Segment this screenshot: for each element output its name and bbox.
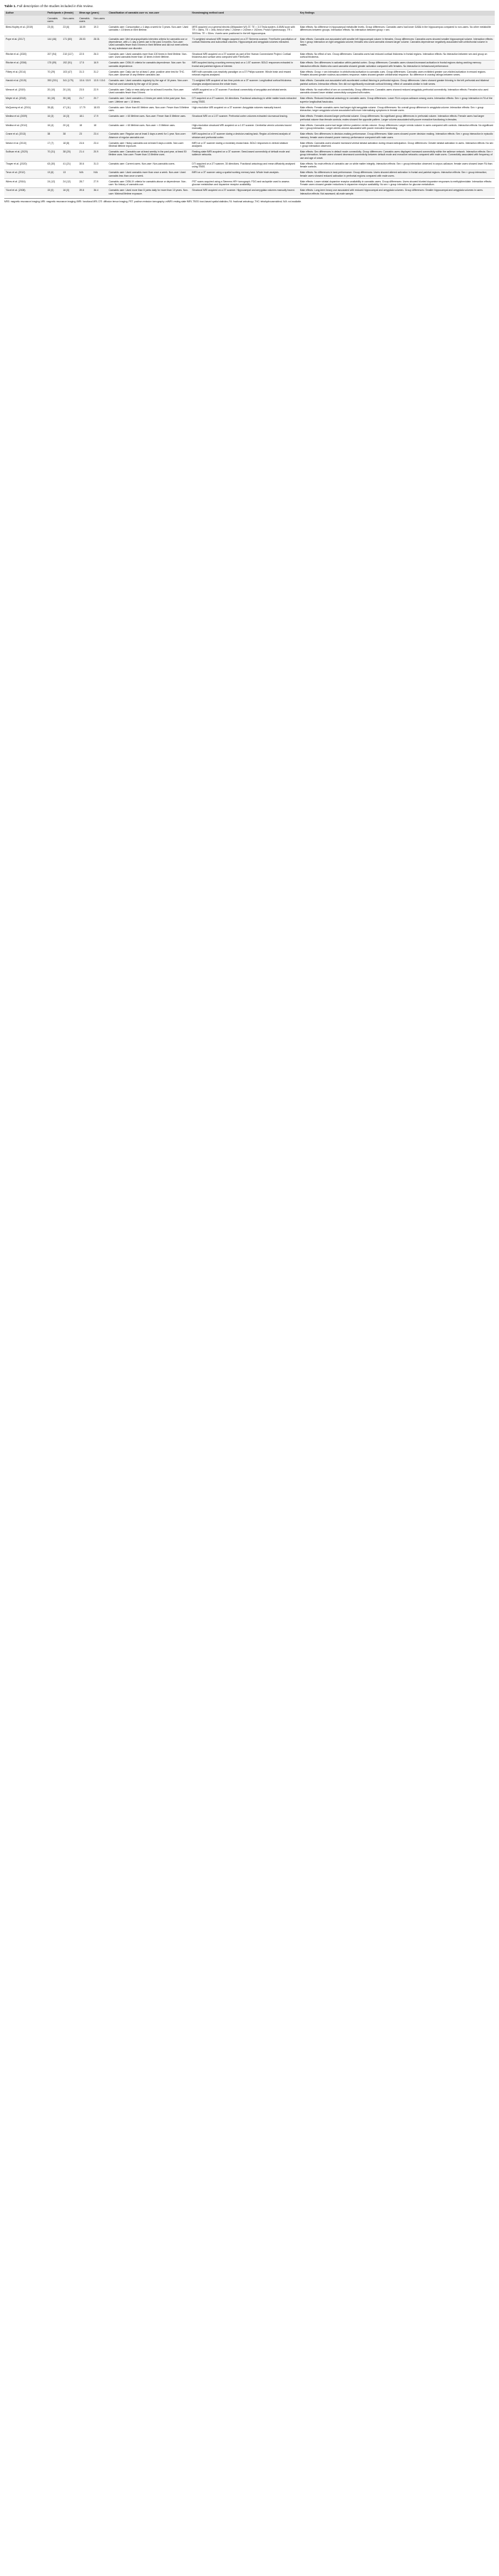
cell-mean-age (78, 161, 107, 170)
cell-age-users: 31.3 (79, 70, 84, 73)
cell-findings: Main effects: Cannabis users had larger inferior posterior vermis volume. Group differences: Larger vermis volume in users compared with controls. Interaction effects: No significant sex × group interaction. Larger vermis volume associated with poorer executive functioning. (299, 123, 493, 130)
cell-age-nonusers: 31.3 (93, 162, 98, 165)
cell-participants-users: 35 (8) (47, 105, 54, 109)
table-row (4, 187, 495, 196)
cell-participants (46, 69, 78, 78)
header-classification: Classification of cannabis user vs. non-user (107, 11, 190, 16)
cell-participants-users: 24 (12) (47, 180, 56, 183)
cell-findings: Main effects: No difference in hippocampal metabolite levels. Group differences: Cannabis users had lower GABA in the hippocampus compared to non-users. No other metabolite differences between groups. Interaction effects: No interaction between group × sex. (299, 25, 491, 32)
cell-participants (46, 78, 78, 86)
cell-participants (46, 179, 78, 187)
cell-classification: Cannabis user: Used cannabis ≥ 4 times per week in the past year. Non-user: Lifetime use < 10 times. (107, 95, 190, 104)
cell-age-users: 18.09 (79, 25, 86, 28)
cell-age-users: 23.5 (79, 88, 84, 91)
cell-method: MRS acquired on a general electric (Milwaukee WI) 3T. TE = 3.0 Tesla system. A 6MM scan with TR = 35ms, TE = 3ms, field of view = 240mm × 240mm × 192mm. Proton Spectroscopy. TR = 3000ms. TE = 30ms. Voxels were positioned in the left hippocampus. (192, 25, 295, 35)
cell-classification: Cannabis user: Regular use at least 3 days a week for 1 year. Non-user: Absence of regular cannabis use. (107, 131, 190, 140)
cell-classification: Cannabis user: > 60 lifetime uses. Non-user: < 5 lifetime uses. (108, 123, 175, 127)
cell-classification: Cannabis user: More than 60 lifetime uses. Non-user: Fewer than 5 lifetime uses. (108, 105, 190, 113)
cell-mean-age (78, 36, 107, 51)
cell-age-nonusers: 36.4 (93, 189, 98, 192)
cell-classification: Cannabis user: Daily or near-daily use for at least 6 months. Non-user: Used cannabis fewer than 5 times. (108, 88, 185, 95)
cell-participants-nonusers: 23 (6) (63, 25, 70, 28)
cell-findings: Main effects: No main effect of sex on connectivity. Group differences: Cannabis users showed reduced amygdala–prefrontal connectivity. Interaction effects: Females who used cannabis showed lower striatal connectivity compared with males. (299, 88, 488, 95)
studies-table (4, 11, 495, 196)
cell-age-nonusers: 18.03 (93, 105, 100, 109)
cell-classification: Cannabis user: DSM-IV criteria for cannabis dependence. Non-user: No cannabis dependence. (107, 61, 190, 69)
table-row (4, 179, 495, 187)
cell-age-users: 30.6 (79, 162, 84, 165)
cell-age-nonusers: 13.5 / 15.6 (93, 79, 106, 83)
cell-classification: Cannabis user: Daily use for at least 1 year; positive urine test for THC. Non-user: Absence of any lifetime cannabis use. (108, 70, 185, 77)
cell-participants (46, 87, 78, 95)
cell-participants-nonusers: 20 (10) (63, 88, 71, 91)
cell-participants (46, 123, 78, 131)
cell-author: Crane et al. (2013) (4, 131, 46, 140)
cell-author: Sullivan et al. (2020) (4, 149, 46, 161)
cell-participants-users: 16 (4) (47, 123, 54, 127)
cell-age-users: 23 (79, 133, 82, 136)
cell-participants (46, 95, 78, 104)
cell-author: Nestor et al. (2010) (6, 141, 27, 145)
cell-method: fMRI on a 3T scanner during a monetary reward task. BOLD responses in ventral striatum analysed. (192, 141, 289, 147)
cell-participants (46, 61, 78, 69)
cell-classification: Cannabis user: Used more than 5 joints daily for more than 10 years. Non-user: Minimal lifetime exposure. (107, 187, 190, 196)
cell-participants-nonusers: 35 (18) (63, 97, 71, 100)
cell-age-nonusers: 23.4 (93, 133, 98, 136)
cell-participants-users: 144 (46) (47, 37, 57, 41)
cell-method: High-resolution MRI acquired on a 3T scanner. Amygdala volumes manually traced. (192, 105, 282, 109)
cell-participants-users: 63 (30) (47, 162, 56, 165)
cell-author: Harold et al. (2019) (4, 78, 46, 86)
cell-age-nonusers: 22.9 (93, 88, 98, 91)
cell-author: McQueeny et al. (2011) (6, 105, 31, 109)
cell-age-nonusers: N/A (93, 171, 98, 175)
table-caption (4, 4, 495, 9)
cell-age-nonusers: 26.3 (93, 52, 98, 56)
table-row (4, 140, 495, 149)
cell-method: Structural MRI acquired on a 3T scanner as part of the Human Connectome Project. Cortical thickness and surface area computed with FreeSurfer. (192, 52, 292, 59)
cell-participants (46, 105, 78, 113)
table-body (4, 24, 495, 196)
cell-classification: Cannabis user: Cannabis use at least weekly in the past year, at least 50 lifetime uses. Non-user: Fewer than 10 lifetime uses. (107, 149, 190, 161)
table-header-row (4, 11, 495, 16)
cell-participants-nonusers: 103 (47) (63, 70, 72, 73)
table-footnote: MRS: magnetic resonance imaging; MRI: magnetic resonance imaging; fMRI: functional MRI; DTI: diffusion tensor imaging; PET: positron emission tomography; rsfMRI: resting-state fMRI; TBSS: tract-based spatial statistics; FA: fractional anisotropy; THC: tetrahydrocannabinol; N/A: not available. (4, 198, 495, 203)
cell-participants-users: 20 (10) (47, 88, 56, 91)
cell-age-users: 28.03 (79, 37, 86, 41)
table-row (4, 69, 495, 78)
cell-age-users: 17.5 (79, 61, 84, 65)
table-subheader-row (4, 16, 495, 24)
cell-mean-age (78, 179, 107, 187)
cell-age-users: 24.6 (79, 141, 84, 145)
subheader-age-nonusers: Non-users (93, 16, 105, 20)
header-method: Neuroimaging method used (190, 11, 298, 16)
cell-participants (46, 161, 78, 170)
cell-method: DTI acquired on a 3T scanner, 30 directions. Fractional anisotropy and mean diffusivity analysed using TBSS. (192, 162, 295, 169)
table-row (4, 161, 495, 170)
cell-participants-users: 23 (5) (47, 25, 54, 28)
cell-participants-users: 17 (7) (47, 141, 54, 145)
header-findings: Key findings (299, 11, 495, 16)
cell-author: Meyer et al. (2018) (4, 95, 46, 104)
cell-age-nonusers: 31.2 (93, 70, 98, 73)
cell-method: fMRI on a 3T scanner using a spatial working memory task. Whole brain analysis. (190, 170, 298, 179)
cell-participants-nonusers: 47 (11) (63, 105, 71, 109)
cell-age-users: 21.7 (79, 97, 84, 100)
cell-participants-nonusers: 20 (4) (63, 123, 70, 127)
cell-classification: Cannabis user: Met neuropsychiatric interview criteria for cannabis use or dependence, with ≥ 1 day a week use in the past 3 months. Non-user: Used cannabis fewer than 5 times in their lifetime and did not meet criteria for any substance use disorder. (107, 36, 190, 51)
cell-age-nonusers: 18 (93, 123, 97, 127)
cell-participants-nonusers: 24 (12) (63, 180, 71, 183)
cell-age-nonusers: 19.3 (93, 25, 98, 28)
cell-age-nonusers: 20.7 (93, 97, 98, 100)
cell-age-nonusers: 28.31 (93, 37, 100, 41)
cell-author: Wiers et al. (2016) (6, 180, 26, 183)
cell-method: PET scans acquired using a Siemens HR+ tomograph. FDG and raclopride used to assess glucose metabolism and dopamine receptor availability. (192, 180, 289, 187)
cell-age-users: 28.7 (79, 180, 84, 183)
cell-participants-users: 13 (6) (47, 171, 54, 175)
cell-participants-nonusers: 41 (21) (63, 162, 71, 165)
cell-participants-nonusers: 38 (20) (63, 150, 71, 154)
cell-mean-age (78, 105, 107, 113)
cell-age-users: 22.5 (79, 52, 84, 56)
cell-mean-age (78, 61, 107, 69)
cell-classification: Cannabis user: > 60 lifetime uses. Non-user: Fewer than 5 lifetime uses. (107, 113, 190, 122)
cell-findings: Main effects: Female cannabis users had larger right amygdala volume. Group differences: No overall group difference in amygdala volume. Interaction effects: Sex × group interaction; larger amygdala volume associated with more internalising symptoms in female users. (299, 105, 484, 113)
subheader-empty (4, 16, 46, 24)
cell-participants (46, 149, 78, 161)
cell-method: fMRI with cannabis cue-reactivity paradigm on a 3T Philips scanner. Whole brain and reward network regions analysed. (192, 70, 292, 77)
cell-findings: Main effects: Group × sex interaction in orbitofrontal activation to cannabis cues. Group differences: Cannabis users exhibited greater cue-elicited activation in reward regions. Females showed greater nucleus accumbens response; males showed greater orbitofrontal response. No difference in craving ratings between sexes. (299, 70, 486, 77)
cell-mean-age (78, 51, 107, 60)
cell-mean-age (78, 24, 107, 36)
cell-author: Medina et al. (2009) (4, 113, 46, 122)
cell-participants-users: 38 (47, 133, 51, 136)
cell-age-users: N/A (79, 171, 83, 175)
cell-participants-nonusers: 192 (91) (63, 61, 72, 65)
cell-findings: Main effects: No main effects of cannabis use on white matter integrity. Interaction effects: Sex × group interaction observed in corpus callosum; female users showed lower FA than female controls. (299, 162, 493, 169)
table-row (4, 131, 495, 140)
cell-author: Thayer et al. (2020) (6, 162, 27, 165)
cell-participants-nonusers: 341 (179) (63, 79, 73, 83)
subheader-participants-users: Cannabis users (47, 16, 58, 23)
cell-mean-age (78, 149, 107, 161)
table-row (4, 123, 495, 131)
cell-mean-age (78, 78, 107, 86)
cell-age-nonusers: 20.9 (93, 150, 98, 154)
cell-classification: Cannabis user: Used cannabis more than once a week. Non-user: Used cannabis less than once a week. (107, 170, 190, 179)
cell-participants-users: 30 (15) (47, 97, 56, 100)
cell-author: Ritchie et al. (2006) (4, 61, 46, 69)
cell-mean-age (78, 131, 107, 140)
table-row (4, 51, 495, 60)
cell-age-nonusers: 16.9 (93, 61, 98, 65)
cell-participants-nonusers: 16 (0) (63, 189, 70, 192)
cell-author: Pope et al. (2017) (4, 36, 46, 51)
cell-findings: Main effects: Sex differences in activation within parietal cortex. Group differences: Cannabis users showed increased activation in frontal regions during working memory. Interaction effects: Males who used cannabis showed greater activation compared with females. No interaction in behavioural performance. (299, 61, 495, 69)
cell-age-users: 13.6 / 15.9 (79, 79, 91, 83)
cell-author: Yücel et al. (2008) (4, 187, 46, 196)
cell-classification: Cannabis user: Current users. Non-user: Non-cannabis users. (108, 162, 175, 165)
cell-findings: Main effects: Cannabis use associated with smaller left hippocampal volume in females. Group differences: Cannabis users showed smaller hippocampal volume. Interaction effects: Sex × group interaction on right amygdala volume; females who used cannabis showed larger volume. Cannabis dependence negatively associated with orbitofrontal volume in males. (299, 36, 495, 51)
table-row (4, 78, 495, 86)
cell-classification: Cannabis user: Consumption ≥ 4 days a week for 3 years. Non-user: Used cannabis < 15 times in their lifetime. (108, 25, 189, 32)
subheader-empty-3 (190, 16, 298, 24)
cell-classification: Cannabis user: DSM-IV criteria for cannabis abuse or dependence. Non-user: No history of cannabis use. (108, 180, 187, 187)
table-row (4, 105, 495, 113)
cell-age-nonusers: 27.9 (93, 180, 98, 183)
cell-participants-users: 393 (201) (47, 79, 58, 83)
cell-participants (46, 51, 78, 60)
cell-method: Structural MRI acquired on a 3T scanner. Hippocampal and amygdala volumes manually traced. (190, 187, 298, 196)
cell-findings: Main effects: Sex differences in decision-making performance. Group differences: Male users showed poorer decision making. Interaction effects: Sex × group interaction in episodic memory; female users showed poorer memory performance compared with male users. (299, 131, 495, 140)
cell-age-users: 21.4 (79, 150, 84, 154)
cell-mean-age (78, 140, 107, 149)
cell-age-users: 39.8 (79, 189, 84, 192)
cell-author: Tervo et al. (2012) (4, 170, 46, 179)
cell-author: Ritchie et al. (2020) (6, 52, 27, 56)
cell-participants (46, 113, 78, 122)
cell-findings: Main effects: Females showed larger prefrontal volume. Group differences: No significant group differences in prefrontal volume. Interaction effects: Female users had larger prefrontal volume than female controls; males showed the opposite pattern. Larger volume associated with poorer executive functioning in females. (299, 113, 495, 122)
cell-method: rsfMRI acquired on a 3T scanner. Functional connectivity of amygdala and striatal seeds computed. (192, 88, 287, 95)
cell-method: T1-weighted structural MRI images acquired on a 3T Siemens scanner. FreeSurfer parcellation of cortical thickness and subcortical volumes. Hippocampal and amygdala volumes extracted. (190, 36, 298, 51)
cell-participants (46, 187, 78, 196)
cell-mean-age (78, 170, 107, 179)
cell-participants-users: 70 (29) (47, 70, 56, 73)
cell-findings: Main effects: No differences in task performance. Group differences: Users showed altered activation in frontal and parietal regions. Interaction effects: Sex × group interaction; female users showed reduced activation in prefrontal regions compared with male users. (299, 170, 495, 179)
document-page (4, 4, 495, 204)
cell-participants-nonusers: 13 (63, 171, 66, 175)
table-title: Full description of the studies included in this review. (17, 4, 93, 8)
cell-findings: Main effects: Cannabis use associated with accelerated cortical thinning in prefrontal regions. Group differences: Users showed greater thinning in the left prefrontal and bilateral parietal cortices. Interaction effects: Sex did not significantly moderate cortical thinning; effect of cannabis similar in both sexes. (299, 78, 495, 86)
cell-method: fMRI acquired on a 3T scanner during a decision-making task. Region-of-interest analysis of striatum and prefrontal cortex. (190, 131, 298, 140)
cell-author: Mena et al. (2019) (6, 88, 26, 91)
cell-participants-nonusers: 16 (3) (63, 115, 70, 118)
header-mean-age: Mean age (years) (78, 11, 107, 16)
cell-findings: Main effects: Lower striatal dopamine receptor availability in cannabis users. Group differences: Users showed blunted dopamine responses to methylphenidate. Interaction effects: Female users showed greater reductions in dopamine receptor availability. No sex × group interaction for glucose metabolism. (299, 180, 492, 187)
table-row (4, 87, 495, 95)
cell-participants-users: 15 (0) (47, 189, 54, 192)
cell-method: High-resolution structural MRI acquired on a 1.5T scanner. Cerebellar vermis volumes traced manually. (192, 123, 292, 130)
subheader-age-users: Cannabis users (79, 16, 90, 23)
cell-participants-users: 175 (59) (47, 61, 57, 65)
cell-method: fMRI acquired during a working memory task on a 1.5T scanner. BOLD responses extracted in frontal and parietal regions of interest. (190, 61, 298, 69)
subheader-participants-nonusers: Non-users (63, 16, 74, 20)
cell-participants (46, 24, 78, 36)
cell-participants (46, 140, 78, 149)
subheader-age (78, 16, 107, 24)
cell-method: T1-weighted MRI acquired at two time points on a 3T scanner. Longitudinal cortical thickness changes analysed across the whole brain. (190, 78, 298, 86)
cell-age-nonusers: 23.4 (93, 141, 98, 145)
table-row (4, 170, 495, 179)
header-participants: Participants n (female) (46, 11, 78, 16)
cell-mean-age (78, 69, 107, 78)
cell-findings: Main effects: Long-term heavy use associated with reduced hippocampal and amygdala volumes. Group differences: Smaller hippocampal and amygdala volumes in users. Interaction effects: Not assessed; all-male sample. (299, 187, 495, 196)
table-row (4, 95, 495, 104)
cell-mean-age (78, 123, 107, 131)
cell-participants (46, 170, 78, 179)
cell-participants (46, 131, 78, 140)
cell-age-nonusers: 17.9 (93, 115, 98, 118)
cell-participants-users: 16 (3) (47, 115, 54, 118)
cell-participants-users: 70 (31) (47, 150, 56, 154)
table-row (4, 36, 495, 51)
cell-method: DTI acquired on a 3T scanner, 64 directions. Fractional anisotropy in white matter tracts extracted using TBSS. (190, 95, 298, 104)
cell-age-users: 18 (79, 123, 82, 127)
cell-method: Structural MRI on a 1.5T scanner. Prefrontal cortex volumes extracted via manual tracing. (190, 113, 298, 122)
cell-findings: Main effects: Cannabis users showed increased ventral striatal activation during reward anticipation. Group differences: Greater striatal activation in users. Interaction effects: No sex × group interaction observed. (299, 141, 493, 147)
cell-author: Medina et al. (2012) (6, 123, 28, 127)
cell-method: Resting-state fMRI acquired on a 3T scanner. Seed-based connectivity of default mode and salience networks. (190, 149, 298, 161)
cell-participants (46, 36, 78, 51)
table-label: Table 1. (4, 4, 16, 8)
cell-mean-age (78, 95, 107, 104)
subheader-empty-4 (299, 16, 495, 24)
table-row (4, 149, 495, 161)
cell-participants-nonusers: 18 (8) (63, 141, 70, 145)
cell-participants-nonusers: 210 (117) (63, 52, 73, 56)
cell-age-users: 18.1 (79, 115, 84, 118)
cell-mean-age (78, 187, 107, 196)
cell-participants-nonusers: 171 (80) (63, 37, 72, 41)
subheader-empty-2 (107, 16, 190, 24)
cell-mean-age (78, 87, 107, 95)
cell-classification: Cannabis user: Used cannabis more than 100 times in their lifetime. Non-user: Used cannabis fewer than 10 times in their lifetime. (108, 52, 187, 59)
cell-findings: Main effects: Sex differences in default mode connectivity. Group differences: Cannabis users displayed increased connectivity within the salience network. Interaction effects: Sex × group interaction; female users showed decreased connectivity between default mode and executive networks compared with male users. Connectivity associated with frequency of use and age of onset. (299, 149, 495, 161)
table-row (4, 113, 495, 122)
cell-classification: Cannabis user: Used cannabis regularly by the age of 16 years. Non-user: Had not used cannabis by the age of 16 years. (107, 78, 190, 86)
cell-age-users: 17.79 (79, 105, 86, 109)
cell-author: Filbey et al. (2014) (6, 70, 26, 73)
cell-mean-age (78, 113, 107, 122)
cell-participants-nonusers: 38 (63, 133, 66, 136)
cell-findings: Main effects: Reduced fractional anisotropy in cannabis users. Group differences: Lower FA in corpus callosum among users. Interaction effects: Sex × group interaction in FA of the superior longitudinal fasciculus. (299, 95, 495, 104)
table-row (4, 61, 495, 69)
cell-participants-users: 207 (94) (47, 52, 57, 56)
cell-findings: Main effects: No effect of sex. Group differences: Cannabis users had reduced cortical thickness in frontal regions. Interaction effects: No interaction between sex and group on cortical thickness. (299, 52, 488, 59)
table-row (4, 24, 495, 36)
cell-classification: Cannabis user: Heavy cannabis use at least 5 days a week. Non-user: Minimal lifetime exposure. (108, 141, 184, 147)
subheader-participants (46, 16, 78, 24)
header-author: Author (4, 11, 46, 16)
cell-author: Blest-Hopley et al. (2019) (6, 25, 34, 28)
